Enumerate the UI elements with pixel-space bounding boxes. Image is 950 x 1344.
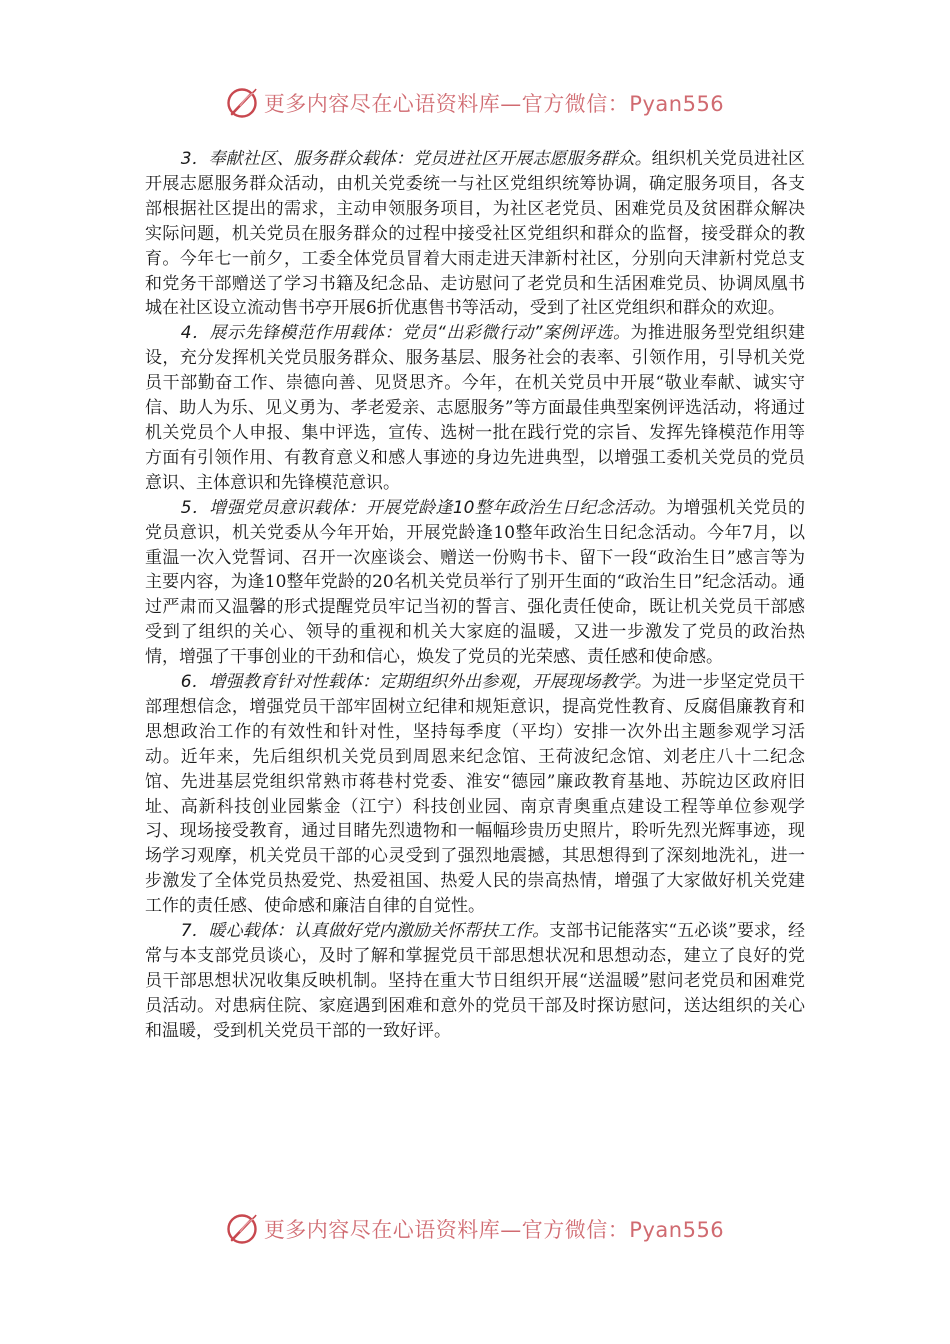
paragraph-lead: 4．展示先锋模范作用载体：党员“出彩微行动”案例评选。 [180, 323, 631, 344]
paragraph-lead: 7．暖心载体：认真做好党内激励关怀帮扶工作。 [180, 921, 550, 942]
paragraph-lead: 3．奉献社区、服务群众载体：党员进社区开展志愿服务群众。 [180, 149, 652, 169]
paragraph-6 [145, 670, 805, 919]
paragraph-lead: 5．增强党员意识载体：开展党龄逢10整年政治生日纪念活动。 [180, 497, 667, 518]
paragraph-body: 为进一步坚定党员干部理想信念，增强党员干部牢固树立纪律和规矩意识，提高党性教育、反腐倡廉教育和思想政治工作的有效性和针对性，坚持每季度（平均）安排一次外出主题参观学习活动。近年来，先后组织机关党员到周恩来纪念馆、王荷波纪念馆、刘老庄八十二纪念馆、先进基层党组织常熟市蒋巷村党委、淮安“德园”廉政教育基地、苏皖边区政府旧址、高新科技创业园紫金（江宁）科技创业园、南京青奥重点建设工程等单位参观学习、现场接受教育，通过目睹先烈遗物和一幅幅珍贵历史照片，聆听先烈光辉事迹，现场学习观摩，机关党员干部的心灵受到了强烈地震撼，其思想得到了深刻地洗礼，进一步激发了全体党员热爱党、热爱祖国、热爱人民的崇高热情，增强了大家做好机关党建工作的责任感、使命感和廉洁自律的自觉性。 [145, 672, 806, 917]
quill-logo-icon [226, 87, 258, 119]
paragraph-3 [145, 147, 805, 321]
banner-text: 更多内容尽在心语资料库—官方微信：Pyan556 [263, 92, 725, 116]
paragraph-7 [145, 919, 805, 1044]
banner-text: 更多内容尽在心语资料库—官方微信：Pyan556 [263, 1218, 725, 1242]
paragraph-4 [145, 321, 805, 495]
paragraph-body: 为增强机关党员的党员意识，机关党委从今年开始，开展党龄逢10整年政治生日纪念活动。今年7月，以重温一次入党誓词、召开一次座谈会、赠送一份购书卡、留下一段“政治生日”感言等为主要内容，为逢10整年党龄的20名机关党员举行了别开生面的“政治生日”纪念活动。通过严肃而又温馨的形式提醒党员牢记当初的誓言、强化责任使命，既让机关党员干部感受到了组织的关心、领导的重视和机关大家庭的温暖，又进一步激发了党员的政治热情，增强了干事创业的干劲和信心，焕发了党员的光荣感、责任感和使命感。 [145, 497, 806, 668]
header-banner [0, 83, 950, 123]
document-body [145, 147, 805, 1044]
paragraph-body: 支部书记能落实“五必谈”要求，经常与本支部党员谈心，及时了解和掌握党员干部思想状况和思想动态，建立了良好的党员干部思想状况收集反映机制。坚持在重大节日组织开展“送温暖”慰问老党员和困难党员活动。对患病住院、家庭遇到困难和意外的党员干部及时探访慰问，送达组织的关心和温暖，受到机关党员干部的一致好评。 [145, 921, 805, 1041]
footer-banner [0, 1209, 950, 1249]
paragraph-body: 组织机关党员进社区开展志愿服务群众活动，由机关党委统一与社区党组织统筹协调，确定服务项目，各支部根据社区提出的需求，主动申领服务项目，为社区老党员、困难党员及贫困群众解决实际问题，机关党员在服务群众的过程中接受社区党组织和群众的监督，接受群众的教育。今年七一前夕，工委全体党员冒着大雨走进天津新村社区，分别向天津新村党总支和党务干部赠送了学习书籍及纪念品、走访慰问了老党员和生活困难党员、协调凤凰书城在社区设立流动售书亭开展6折优惠售书等活动，受到了社区党组织和群众的欢迎。 [145, 149, 806, 319]
paragraph-body: 为推进服务型党组织建设，充分发挥机关党员服务群众、服务基层、服务社会的表率、引领作用，引导机关党员干部勤奋工作、崇德向善、见贤思齐。今年，在机关党员中开展“敬业奉献、诚实守信、助人为乐、见义勇为、孝老爱亲、志愿服务”等方面最佳典型案例评选活动，将通过机关党员个人申报、集中评选，宣传、选树一批在践行党的宗旨、发挥先锋模范作用等方面有引领作用、有教育意义和感人事迹的身边先进典型，以增强工委机关党员的党员意识、主体意识和先锋模范意识。 [145, 323, 805, 493]
paragraph-5 [145, 496, 805, 670]
paragraph-lead: 6．增强教育针对性载体：定期组织外出参观，开展现场教学。 [180, 672, 652, 693]
quill-logo-icon [226, 1213, 258, 1245]
